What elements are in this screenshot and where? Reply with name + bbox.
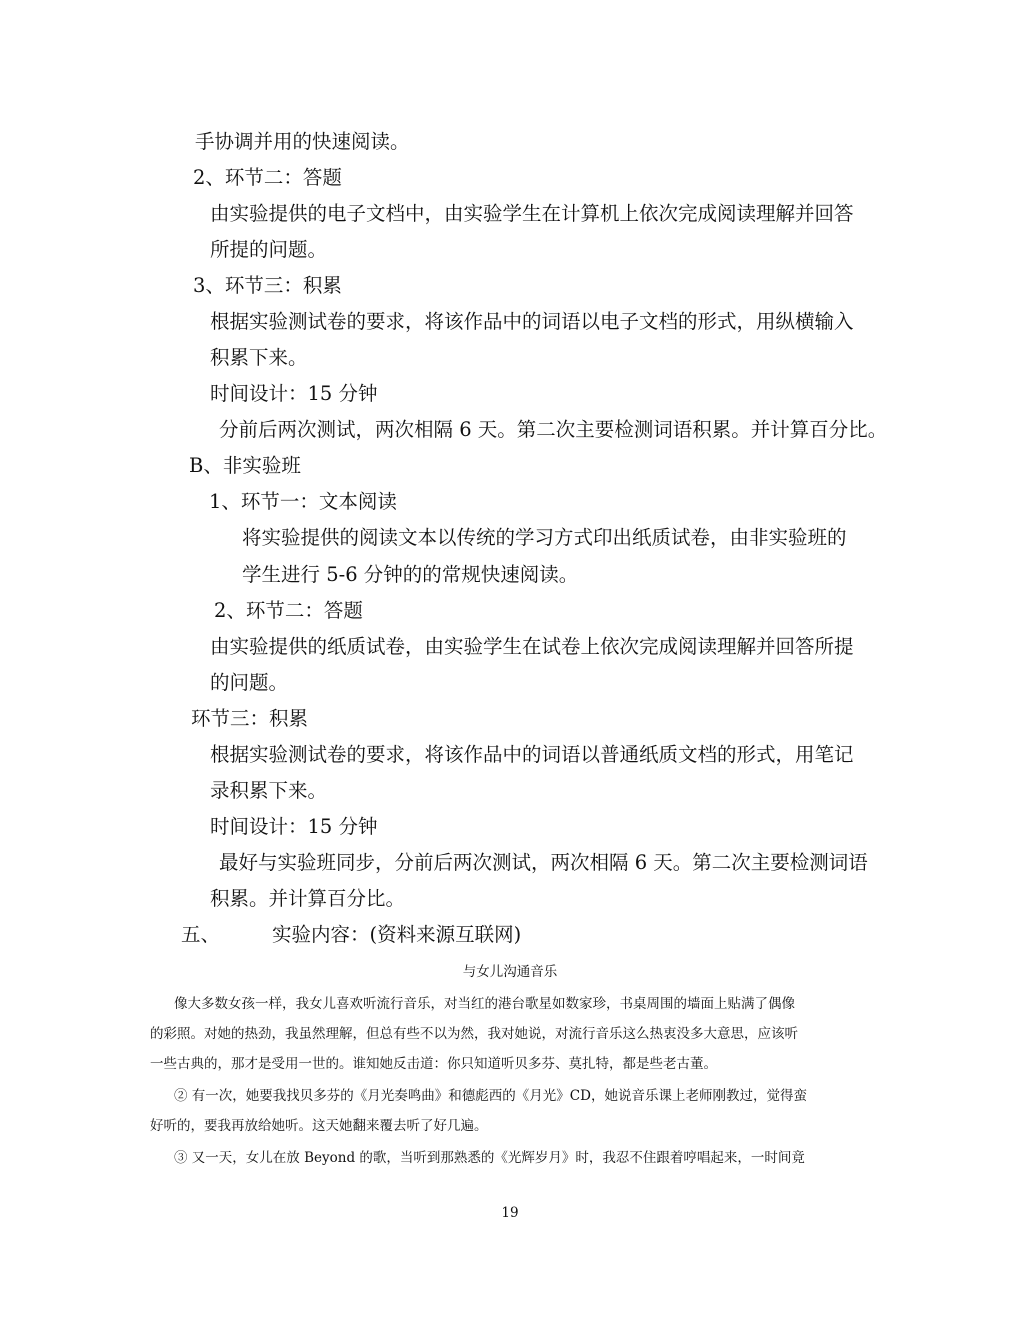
section-heading: 2、环节二：答题 [214, 599, 363, 622]
section-heading: 3、环节三：积累 [193, 274, 342, 297]
text-line: 最好与实验班同步，分前后两次测试，两次相隔 6 天。第二次主要检测词语 [219, 851, 868, 874]
section-heading: B、非实验班 [189, 454, 301, 477]
article-text-line: 的彩照。对她的热劲，我虽然理解，但总有些不以为然，我对她说，对流行音乐这么热衷没多大意思，应该听 [150, 1026, 798, 1042]
chapter-heading [181, 923, 521, 947]
text-line: 由实验提供的纸质试卷，由实验学生在试卷上依次完成阅读理解并回答所提 [210, 635, 854, 658]
text-line: 由实验提供的电子文档中，由实验学生在计算机上依次完成阅读理解并回答 [210, 202, 854, 225]
page-number: 19 [501, 1205, 519, 1221]
text-line: 时间设计：15 分钟 [210, 382, 378, 405]
text-line: 录积累下来。 [210, 779, 328, 802]
article-text-line: 好听的，要我再放给她听。这天她翻来覆去听了好几遍。 [150, 1118, 488, 1134]
text-line: 分前后两次测试，两次相隔 6 天。第二次主要检测词语积累。并计算百分比。 [219, 418, 888, 441]
article-title: 与女儿沟通音乐 [462, 964, 558, 980]
text-line: 学生进行 5-6 分钟的的常规快速阅读。 [242, 563, 579, 586]
article-text-line: 像大多数女孩一样，我女儿喜欢听流行音乐，对当红的港台歌星如数家珍，书桌周围的墙面上贴满了偶像 [174, 996, 795, 1012]
text-line: 根据实验测试卷的要求，将该作品中的词语以普通纸质文档的形式，用笔记 [210, 743, 854, 766]
article-text-line: ② 有一次，她要我找贝多芬的《月光奏鸣曲》和德彪西的《月光》CD，她说音乐课上老师刚教过，觉得蛮 [174, 1088, 807, 1104]
section-heading: 2、环节二：答题 [193, 166, 342, 189]
article-text-line: 一些古典的，那才是受用一世的。谁知她反击道：你只知道听贝多芬、莫扎特，都是些老古董。 [150, 1056, 717, 1072]
section-heading: 1、环节一：文本阅读 [209, 490, 397, 513]
text-line: 的问题。 [210, 671, 289, 694]
text-line: 根据实验测试卷的要求，将该作品中的词语以电子文档的形式，用纵横输入 [210, 310, 854, 333]
article-text-line: ③ 又一天，女儿在放 Beyond 的歌，当听到那熟悉的《光辉岁月》时，我忍不住跟着哼唱起来，一时间竟 [174, 1150, 805, 1166]
text-line: 时间设计：15 分钟 [210, 815, 378, 838]
text-line: 积累下来。 [210, 346, 308, 369]
text-line: 将实验提供的阅读文本以传统的学习方式印出纸质试卷，由非实验班的 [242, 526, 847, 549]
chapter-number: 五、 [181, 923, 221, 946]
text-line: 手协调并用的快速阅读。 [195, 130, 410, 153]
text-line: 积累。并计算百分比。 [210, 887, 406, 910]
text-line: 所提的问题。 [210, 238, 328, 261]
section-heading: 环节三：积累 [191, 707, 309, 730]
chapter-title: 实验内容：(资料来源互联网) [272, 923, 522, 946]
